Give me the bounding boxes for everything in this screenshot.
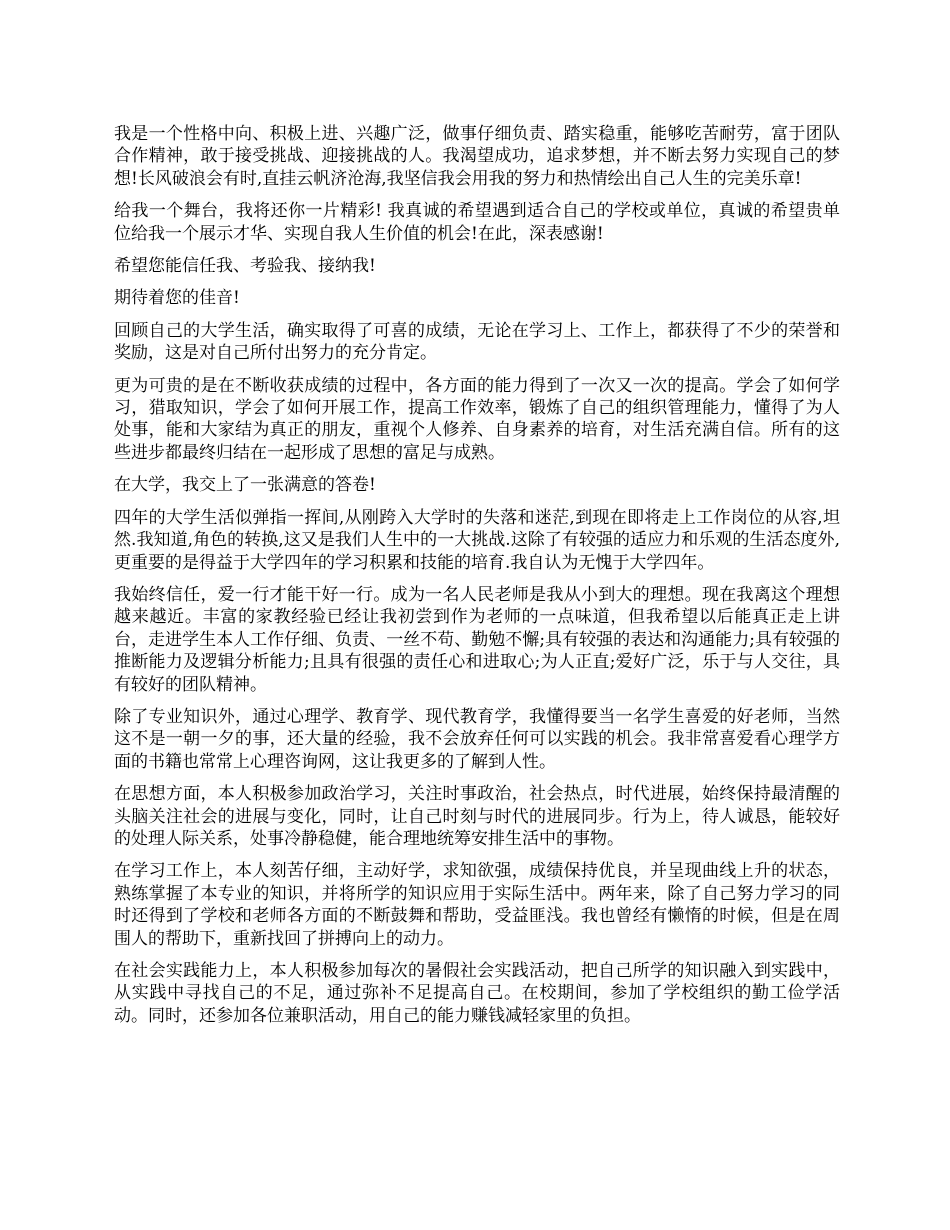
paragraph-study-work: 在学习工作上，本人刻苦仔细，主动好学，求知欲强，成绩保持优良，并呈现曲线上升的状态，熟练掌握了本专业的知识，并将所学的知识应用于实际生活中。两年来，除了自己努力学习的同时还得到了学校和老师各方面的不断鼓舞和帮助，受益匪浅。我也曾经有懒惰的时候，但是在周围人的帮助下，重新找回了拼搏向上的动力。	[114, 861, 840, 949]
paragraph-satisfactory-answer: 在大学，我交上了一张满意的答卷!	[114, 475, 376, 496]
paragraph-self-introduction: 我是一个性格中向、积极上进、兴趣广泛，做事仔细负责、踏实稳重，能够吃苦耐劳，富于团队合作精神，敢于接受挑战、迎接挑战的人。我渴望成功，追求梦想，并不断去努力实现自己的梦想!长风破浪会有时,直挂云帆济沧海,我坚信我会用我的努力和热情绘出自己人生的完美乐章!	[114, 124, 840, 189]
paragraph-social-practice: 在社会实践能力上，本人积极参加每次的暑假社会实践活动，把自己所学的知识融入到实践中，从实践中寻找自己的不足，通过弥补不足提高自己。在校期间，参加了学校组织的勤工俭学活动。同时，还参加各位兼职活动，用自己的能力赚钱减轻家里的负担。	[114, 961, 840, 1026]
paragraph-college-review: 回顾自己的大学生活，确实取得了可喜的成绩，无论在学习上、工作上，都获得了不少的荣誉和奖励，这是对自己所付出努力的充分肯定。	[114, 320, 840, 364]
paragraph-stage-request: 给我一个舞台，我将还你一片精彩! 我真诚的希望遇到适合自己的学校或单位，真诚的希望贵单位给我一个展示才华、实现自我人生价值的机会!在此，深表感谢!	[114, 201, 840, 244]
paragraph-teacher-ideal: 我始终信任，爱一行才能干好一行。成为一名人民老师是我从小到大的理想。现在我离这个理想越来越近。丰富的家教经验已经让我初尝到作为老师的一点味道，但我希望以后能真正走上讲台，走进学生本人工作仔细、负责、一丝不苟、勤勉不懈;具有较强的表达和沟通能力;具有较强的推断能力及逻辑分析能力;且具有很强的责任心和进取心;为人正直;爱好广泛，乐于与人交往，具有较好的团队精神。	[114, 584, 841, 695]
paragraph-professional-knowledge: 除了专业知识外，通过心理学、教育学、现代教育学，我懂得要当一名学生喜爱的好老师，当然这不是一朝一夕的事，还大量的经验，我不会放弃任何可以实践的机会。我非常喜爱看心理学方面的书籍也常常上心理咨询网，这让我更多的了解到人性。	[114, 706, 840, 772]
paragraph-four-years: 四年的大学生活似弹指一挥间,从刚跨入大学时的失落和迷茫,到现在即将走上工作岗位的从容,坦然.我知道,角色的转换,这又是我们人生中的一大挑战.这除了有较强的适应力和乐观的生活态度外,更重要的是得益于大学四年的学习积累和技能的培育.我自认为无愧于大学四年。	[114, 507, 840, 573]
document-body	[114, 123, 840, 1037]
paragraph-ability-growth: 更为可贵的是在不断收获成绩的过程中，各方面的能力得到了一次又一次的提高。学会了如何学习，猎取知识，学会了如何开展工作，提高工作效率，锻炼了自己的组织管理能力，懂得了为人处事，能和大家结为真正的朋友，重视个人修养、自身素养的培育，对生活充满自信。所有的这些进步都最终归结在一起形成了思想的富足与成熟。	[114, 375, 840, 463]
paragraph-ideology: 在思想方面，本人积极参加政治学习，关注时事政治，社会热点，时代进展，始终保持最清醒的头脑关注社会的进展与变化，同时，让自己时刻与时代的进展同步。行为上，待人诚恳，能较好的处理人际关系，处事冷静稳健，能合理地统筹安排生活中的事物。	[114, 784, 840, 849]
paragraph-awaiting-reply: 期待着您的佳音!	[114, 288, 240, 309]
paragraph-trust-request: 希望您能信任我、考验我、接纳我!	[114, 256, 376, 277]
